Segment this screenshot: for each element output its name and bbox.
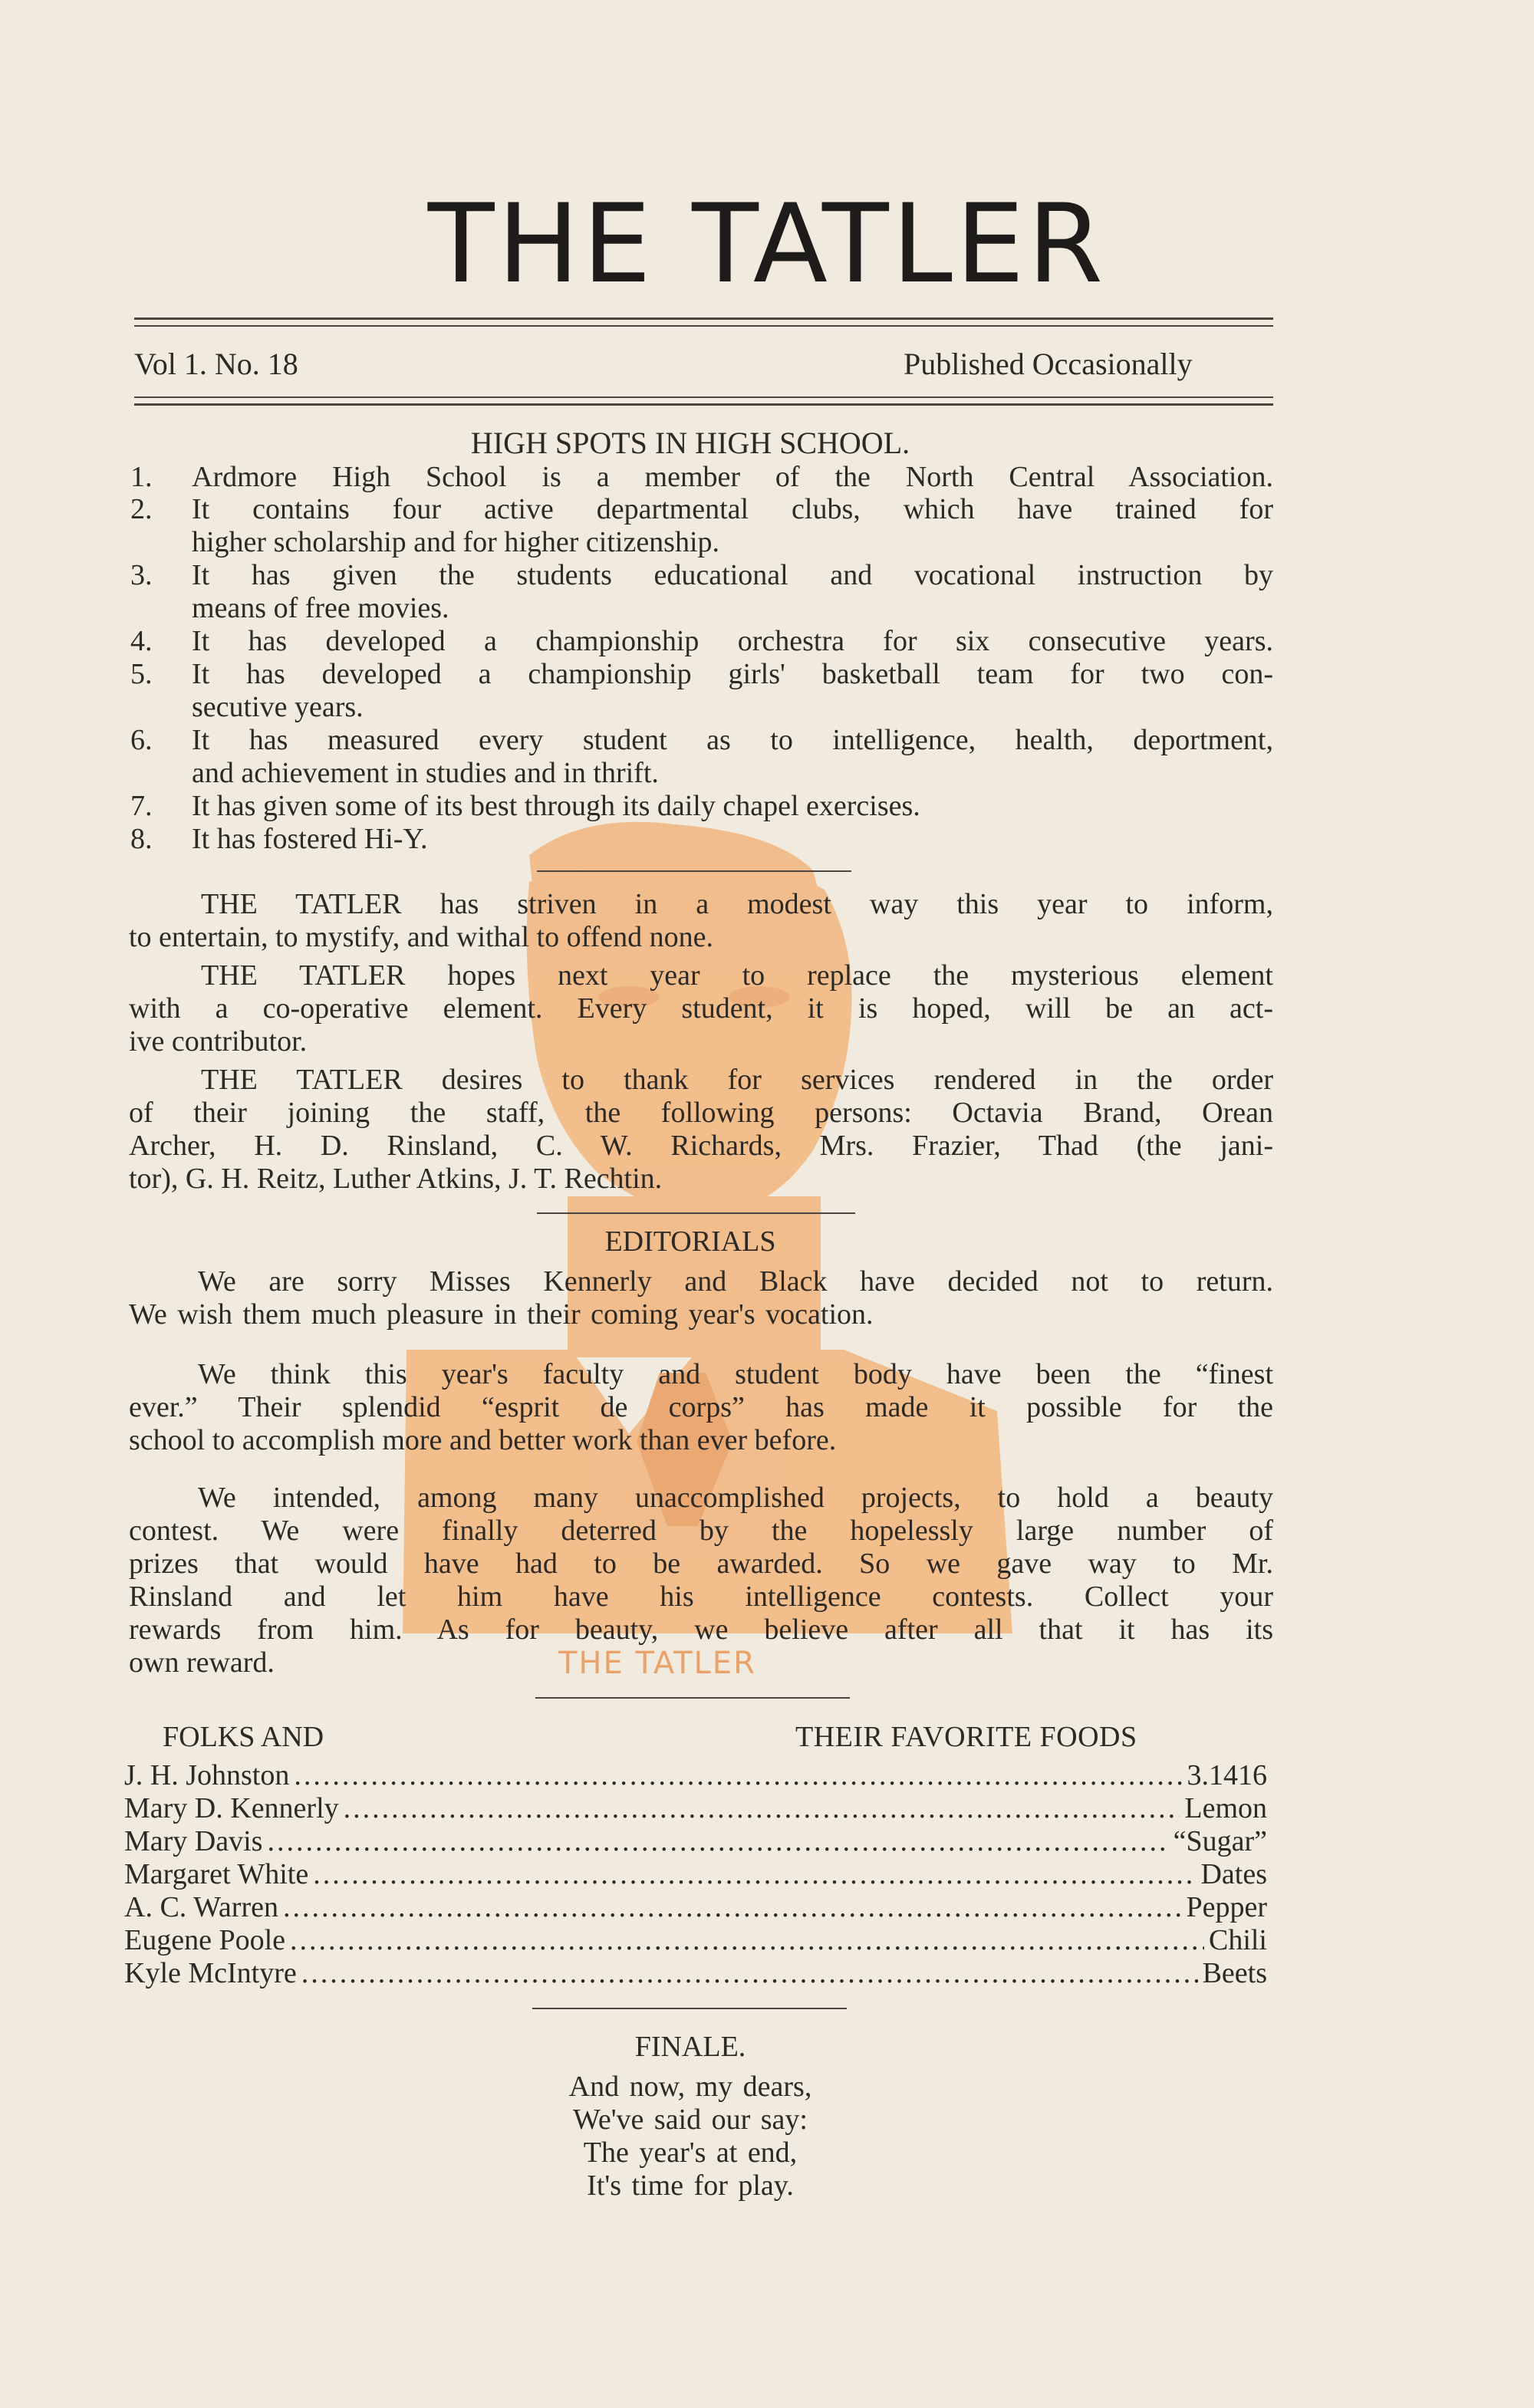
poem-line: We've said our say: (573, 2104, 808, 2136)
list-item: It has developed a championship girls' basketball team for two con- (192, 658, 1273, 690)
paragraph-line: Rinsland and let him have his intelligence contests. Collect your (129, 1581, 1273, 1613)
high-spots-heading: HIGH SPOTS IN HIGH SCHOOL. (470, 426, 910, 460)
list-item-number: 8. (130, 823, 153, 855)
list-item (124, 1921, 1267, 1955)
list-item (124, 1789, 1267, 1823)
dot-leader (290, 1926, 1204, 1955)
paragraph-line: prizes that would have had to be awarded. So we gave way to Mr. (129, 1548, 1273, 1580)
person-name: Mary Davis (124, 1825, 263, 1857)
publication-frequency: Published Occasionally (904, 347, 1193, 381)
paragraph-line: We are sorry Misses Kennerly and Black have decided not to return. (198, 1265, 1273, 1298)
paragraph-line: We think this year's faculty and student body have been the “finest (198, 1358, 1273, 1390)
masthead-rule-bottom (134, 325, 1273, 327)
dot-leader (283, 1893, 1182, 1922)
paragraph-line: tor), G. H. Reitz, Luther Atkins, J. T. Rechtin. (129, 1163, 663, 1195)
favorite-food: 3.1416 (1187, 1759, 1267, 1791)
person-name: Margaret White (124, 1858, 309, 1890)
list-item: It has fostered Hi-Y. (192, 823, 428, 855)
dot-leader (313, 1860, 1196, 1889)
list-item: It has given some of its best through its daily chapel exercises. (192, 790, 920, 822)
section-divider (532, 2008, 847, 2009)
paragraph-line: We wish them much pleasure in their coming year's vocation. (129, 1298, 874, 1331)
paragraph-line: own reward. (129, 1646, 275, 1679)
list-item-continued: higher scholarship and for higher citizenship. (192, 526, 720, 558)
list-item (124, 1954, 1267, 1988)
list-item-number: 7. (130, 790, 153, 822)
paragraph-line: of their joining the staff, the following persons: Octavia Brand, Orean (129, 1097, 1273, 1129)
person-name: Kyle McIntyre (124, 1957, 297, 1989)
masthead-title: THE TATLER (427, 181, 1107, 308)
list-item (124, 1855, 1267, 1889)
favorite-food: Chili (1208, 1924, 1267, 1956)
paragraph-line: THE TATLER desires to thank for services rendered in the order (201, 1064, 1273, 1096)
favorite-food: Pepper (1186, 1891, 1267, 1923)
list-item (124, 1888, 1267, 1922)
masthead-rule-top (134, 317, 1273, 320)
issue-rule-top (134, 396, 1273, 398)
list-item-number: 4. (130, 625, 153, 657)
paragraph-line: ever.” Their splendid “esprit de corps” has made it possible for the (129, 1391, 1273, 1423)
paragraph-line: school to accomplish more and better work than ever before. (129, 1424, 837, 1456)
list-item (124, 1822, 1267, 1856)
paragraph-line: to entertain, to mystify, and withal to offend none. (129, 921, 713, 953)
person-name: J. H. Johnston (124, 1759, 290, 1791)
list-item-continued: means of free movies. (192, 592, 449, 624)
list-item-number: 3. (130, 559, 153, 591)
poem-line: And now, my dears, (568, 2071, 812, 2103)
paragraph-line: rewards from him. As for beauty, we believe after all that it has its (129, 1614, 1273, 1646)
list-item: It has developed a championship orchestra for six consecutive years. (192, 625, 1273, 657)
issue-rule-bottom (134, 403, 1273, 406)
paragraph-line: with a co-operative element. Every student, it is hoped, will be an act- (129, 992, 1273, 1025)
list-item: It contains four active departmental clubs, which have trained for (192, 493, 1273, 525)
favorite-food: “Sugar” (1173, 1825, 1267, 1857)
section-divider (537, 1212, 855, 1214)
paragraph-line: Archer, H. D. Rinsland, C. W. Richards, Mrs. Frazier, Thad (the jani- (129, 1130, 1273, 1162)
list-item-number: 6. (130, 724, 153, 756)
paragraph-line: THE TATLER hopes next year to replace the mysterious element (201, 959, 1273, 992)
dot-leader (267, 1827, 1168, 1856)
paragraph-line: contest. We were finally deterred by the hopelessly large number of (129, 1515, 1273, 1547)
favorite-food: Beets (1202, 1957, 1267, 1989)
paragraph-line: ive contributor. (129, 1025, 308, 1058)
section-divider (537, 870, 851, 872)
list-item-number: 5. (130, 658, 153, 690)
dot-leader (301, 1959, 1198, 1988)
paragraph-line: THE TATLER has striven in a modest way this year to inform, (201, 888, 1273, 920)
list-item: Ardmore High School is a member of the North Central Association. (192, 461, 1273, 493)
paragraph-line: We intended, among many unaccomplished projects, to hold a beauty (198, 1482, 1273, 1514)
poem-line: The year's at end, (583, 2137, 798, 2169)
foods-heading-left: FOLKS AND (163, 1721, 324, 1753)
list-item: It has given the students educational and vocational instruction by (192, 559, 1273, 591)
volume-number: Vol 1. No. 18 (134, 347, 298, 381)
poem-line: It's time for play. (587, 2170, 794, 2202)
person-name: Eugene Poole (124, 1924, 286, 1956)
tatler-stamp: THE TATLER (558, 1646, 756, 1681)
foods-heading-right: THEIR FAVORITE FOODS (795, 1721, 1137, 1753)
list-item-number: 2. (130, 493, 153, 525)
editorials-heading: EDITORIALS (604, 1225, 776, 1258)
person-name: A. C. Warren (124, 1891, 278, 1923)
list-item-number: 1. (130, 461, 153, 493)
favorite-food: Lemon (1184, 1792, 1267, 1824)
favorite-food: Dates (1200, 1858, 1267, 1890)
person-name: Mary D. Kennerly (124, 1792, 339, 1824)
dot-leader (294, 1761, 1182, 1790)
dot-leader (344, 1794, 1180, 1823)
finale-heading: FINALE. (634, 2031, 746, 2063)
list-item-continued: secutive years. (192, 691, 364, 723)
section-divider (535, 1697, 850, 1699)
list-item (124, 1756, 1267, 1790)
list-item: It has measured every student as to intelligence, health, deportment, (192, 724, 1273, 756)
list-item-continued: and achievement in studies and in thrift. (192, 757, 659, 789)
